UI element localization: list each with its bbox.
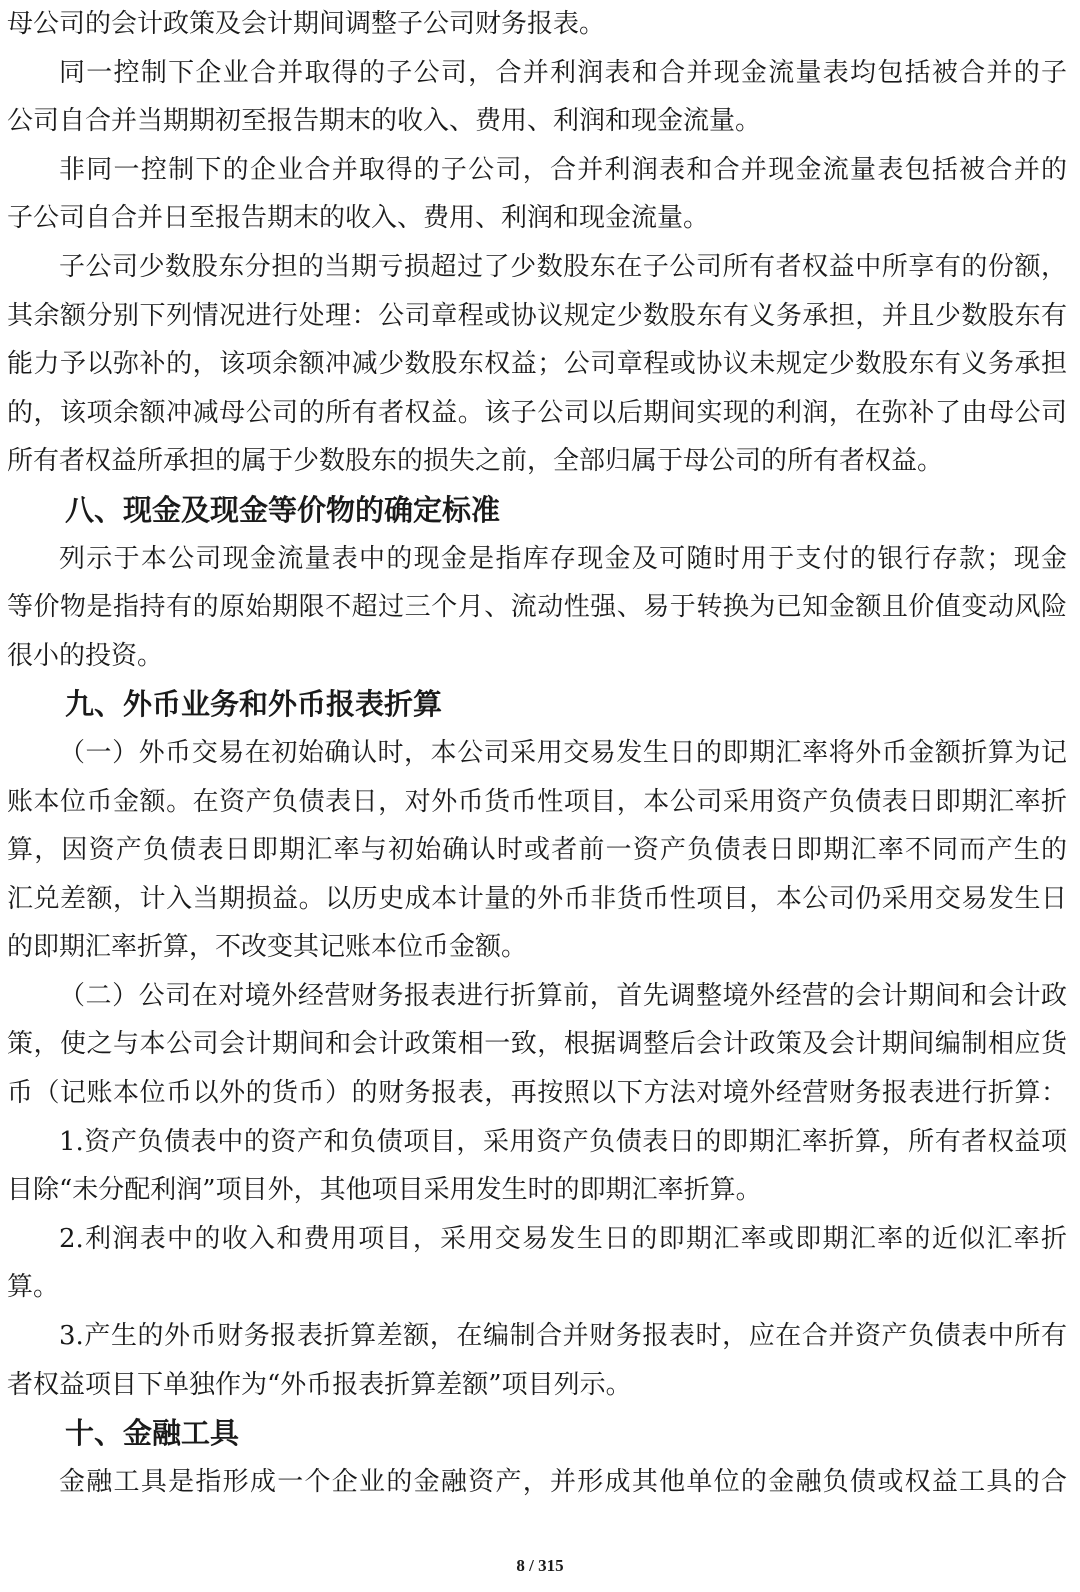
paragraph-line: 汇兑差额，计入当期损益。以历史成本计量的外币非货币性项目，本公司仍采用交易发生日 (7, 883, 1067, 914)
paragraph-line: 账本位币金额。在资产负债表日，对外币货币性项目，本公司采用资产负债表日即期汇率折 (7, 786, 1067, 817)
paragraph-line: 者权益项目下单独作为“外币报表折算差额”项目列示。 (7, 1369, 632, 1400)
paragraph-line: 母公司的会计政策及会计期间调整子公司财务报表。 (7, 9, 606, 39)
paragraph-line: 的，该项余额冲减母公司的所有者权益。该子公司以后期间实现的利润，在弥补了由母公司 (7, 397, 1067, 428)
paragraph-line: 币（记账本位币以外的货币）的财务报表，再按照以下方法对境外经营财务报表进行折算： (7, 1078, 1067, 1109)
paragraph-line: 列示于本公司现金流量表中的现金是指库存现金及可随时用于支付的银行存款；现金 (59, 543, 1067, 574)
paragraph-line: 的即期汇率折算，不改变其记账本位币金额。 (7, 932, 528, 963)
paragraph-line: 所有者权益所承担的属于少数股东的损失之前，全部归属于母公司的所有者权益。 (7, 446, 944, 477)
paragraph-line: 目除“未分配利润”项目外，其他项目采用发生时的即期汇率折算。 (7, 1175, 762, 1206)
paragraph-line: 算，因资产负债表日即期汇率与初始确认时或者前一资产负债表日即期汇率不同而产生的 (7, 835, 1067, 866)
paragraph-line: 金融工具是指形成一个企业的金融资产，并形成其他单位的金融负债或权益工具的合 (59, 1466, 1067, 1497)
paragraph-line: 等价物是指持有的原始期限不超过三个月、流动性强、易于转换为已知金额且价值变动风险 (7, 592, 1067, 623)
document-body (7, 0, 1067, 1506)
paragraph-line: 同一控制下企业合并取得的子公司，合并利润表和合并现金流量表均包括被合并的子 (59, 57, 1067, 88)
paragraph-line: 算。 (7, 1272, 60, 1303)
page-number: 8 / 315 (516, 1556, 564, 1575)
paragraph-line: 很小的投资。 (7, 640, 164, 671)
paragraph-line: 子公司自合并日至报告期末的收入、费用、利润和现金流量。 (7, 203, 710, 234)
paragraph-line: 3.产生的外币财务报表折算差额，在编制合并财务报表时，应在合并资产负债表中所有 (59, 1321, 1067, 1352)
paragraph-line: （二）公司在对境外经营财务报表进行折算前，首先调整境外经营的会计期间和会计政 (59, 980, 1067, 1011)
paragraph-line: （一）外币交易在初始确认时，本公司采用交易发生日的即期汇率将外币金额折算为记 (59, 737, 1067, 768)
paragraph-line: 公司自合并当期期初至报告期末的收入、费用、利润和现金流量。 (7, 106, 762, 137)
paragraph-line: 其余额分别下列情况进行处理：公司章程或协议规定少数股东有义务承担，并且少数股东有 (7, 300, 1067, 331)
paragraph-line: 非同一控制下的企业合并取得的子公司，合并利润表和合并现金流量表包括被合并的 (59, 154, 1067, 185)
section-heading: 十、金融工具 (65, 1416, 240, 1451)
paragraph-line: 能力予以弥补的，该项余额冲减少数股东权益；公司章程或协议未规定少数股东有义务承担 (7, 349, 1067, 380)
section-heading: 八、现金及现金等价物的确定标准 (65, 492, 501, 527)
paragraph-line: 1.资产负债表中的资产和负债项目，采用资产负债表日的即期汇率折算，所有者权益项 (59, 1126, 1067, 1157)
section-heading: 九、外币业务和外币报表折算 (65, 687, 443, 722)
paragraph-line: 子公司少数股东分担的当期亏损超过了少数股东在子公司所有者权益中所享有的份额， (59, 251, 1067, 282)
paragraph-line: 2.利润表中的收入和费用项目，采用交易发生日的即期汇率或即期汇率的近似汇率折 (59, 1223, 1067, 1254)
paragraph-line: 策，使之与本公司会计期间和会计政策相一致，根据调整后会计政策及会计期间编制相应货 (7, 1029, 1067, 1060)
